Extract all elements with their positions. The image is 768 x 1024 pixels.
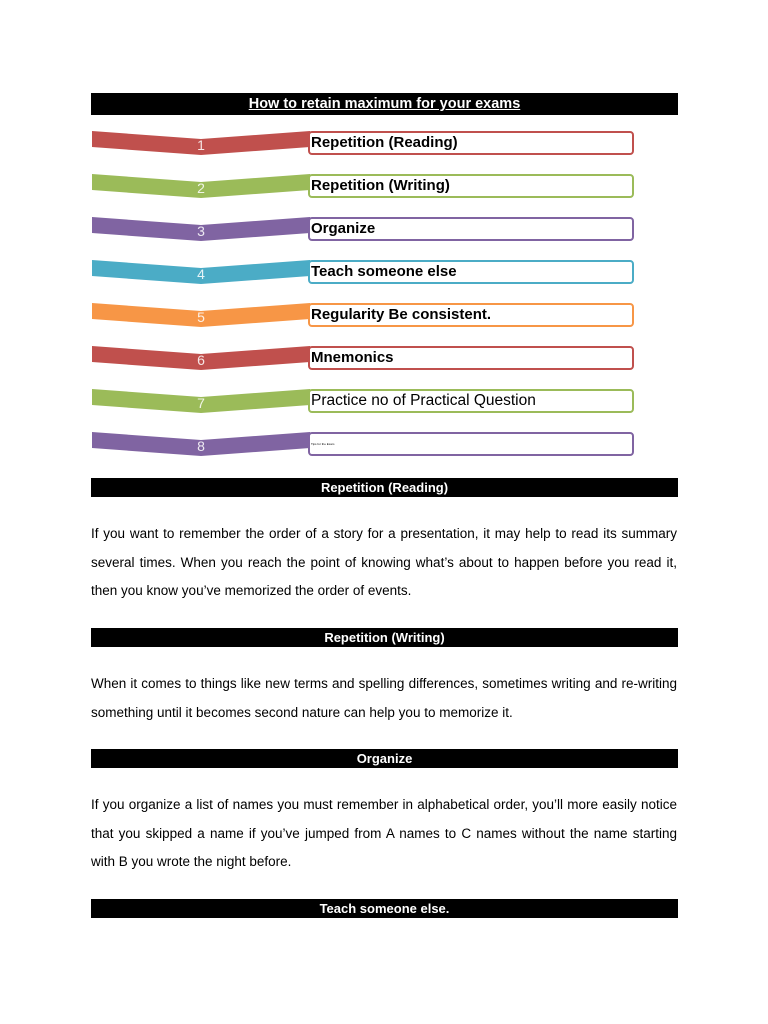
step-8-number: 8 <box>197 438 205 454</box>
step-3-label: Organize <box>308 217 634 241</box>
section-heading-teach: Teach someone else. <box>91 899 678 918</box>
step-5-label: Regularity Be consistent. <box>308 303 634 327</box>
step-1-number: 1 <box>197 137 205 153</box>
step-2-label: Repetition (Writing) <box>308 174 634 198</box>
step-4-number: 4 <box>197 266 205 282</box>
section-body-organize: If you organize a list of names you must remember in alphabetical order, you’ll more easily notice that you skipped a name if you’ve jumped from A names to C names without the name starting with B you wrote the night before. <box>91 797 677 869</box>
step-1-chevron <box>92 131 310 157</box>
step-3-number: 3 <box>197 223 205 239</box>
section-heading-writing: Repetition (Writing) <box>91 628 678 647</box>
step-4-chevron <box>92 260 310 286</box>
steps-list <box>0 0 768 470</box>
step-2-number: 2 <box>197 180 205 196</box>
page-title-text: How to retain maximum for your exams <box>248 96 521 112</box>
step-8-label: Tips for the Exam <box>308 432 634 456</box>
step-6-chevron <box>92 346 310 372</box>
section-heading-organize: Organize <box>91 749 678 768</box>
step-7-number: 7 <box>197 395 205 411</box>
step-5-number: 5 <box>197 309 205 325</box>
step-2-chevron <box>92 174 310 200</box>
step-6-number: 6 <box>197 352 205 368</box>
step-1-label: Repetition (Reading) <box>308 131 634 155</box>
section-body-writing: When it comes to things like new terms and spelling differences, sometimes writing and re-writing something until it becomes second nature can help you to memorize it. <box>91 676 677 720</box>
section-body-reading: If you want to remember the order of a story for a presentation, it may help to read its summary several times. When you reach the point of knowing what’s about to happen before you read it, then you know you’ve memorized the order of events. <box>91 526 677 598</box>
step-6-label: Mnemonics <box>308 346 634 370</box>
step-4-label: Teach someone else <box>308 260 634 284</box>
step-8-chevron <box>92 432 310 458</box>
step-3-chevron <box>92 217 310 243</box>
step-7-label: Practice no of Practical Question <box>308 389 634 413</box>
step-5-chevron <box>92 303 310 329</box>
step-7-chevron <box>92 389 310 415</box>
section-heading-reading: Repetition (Reading) <box>91 478 678 497</box>
